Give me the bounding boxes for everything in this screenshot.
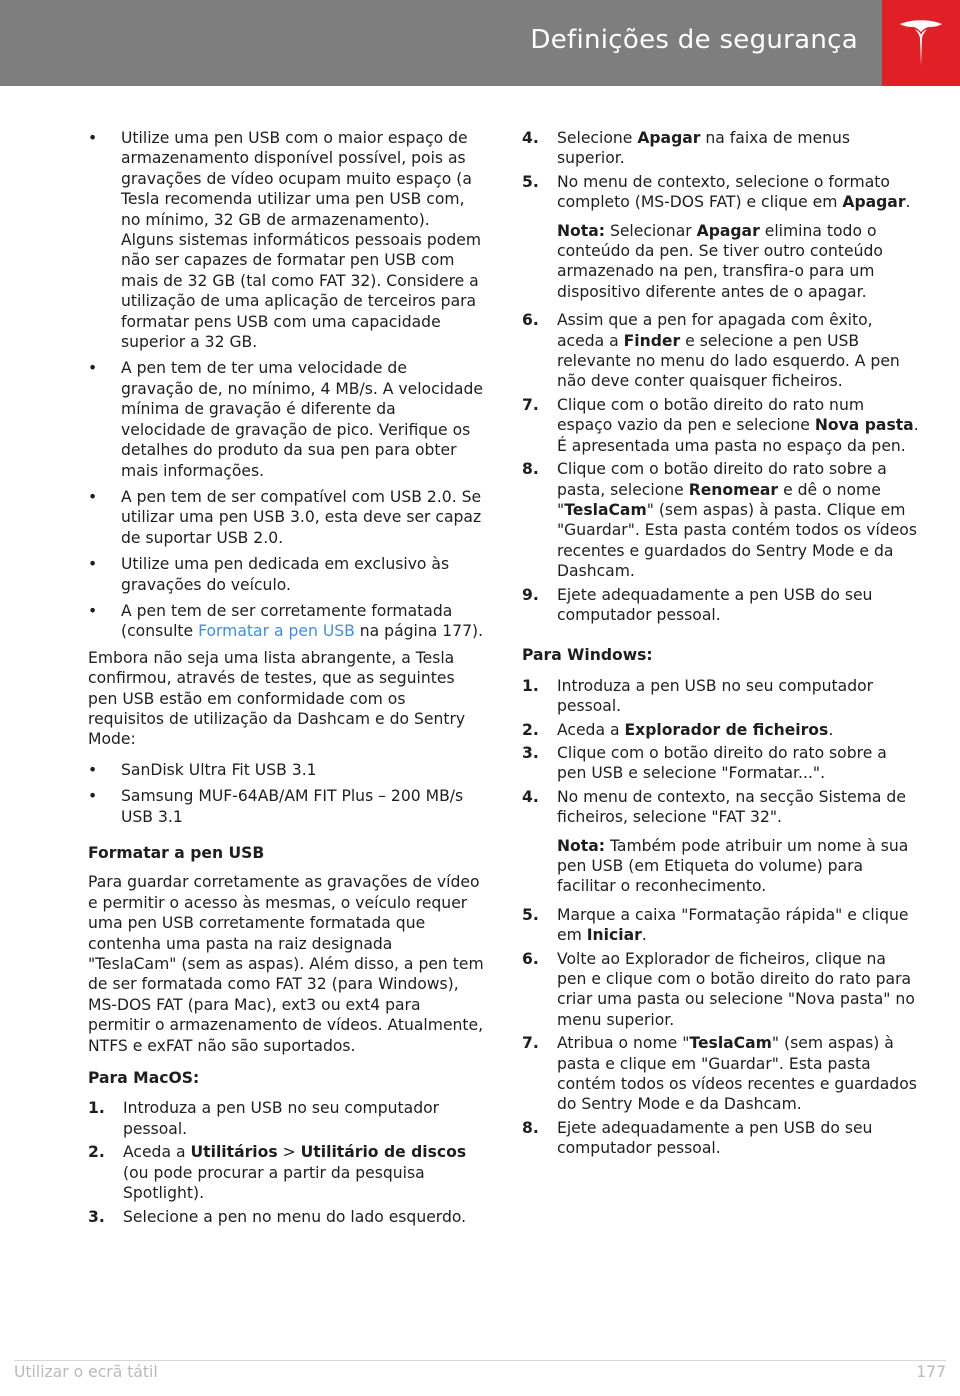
step-item: 3. Selecione a pen no menu do lado esquerdo. [88,1207,467,1226]
step-item: 8. Ejete adequadamente a pen USB do seu computador pessoal. [522,1118,873,1158]
step-item: 6. Assim que a pen for apagada com êxito, aceda a Finder e selecione a pen USB relevante no menu do lado esquerdo. A pen não deve conter quaisquer ficheiros. [522,311,900,391]
step-item: 7. Atribua o nome "TeslaCam" (sem aspas) à pasta e clique em "Guardar". Esta pasta contém todos os vídeos recentes e guardados do Sentry Mode e da Dashcam. [522,1034,917,1114]
list-item: • Utilize uma pen USB com o maior espaço de armazenamento disponível possível, pois as gravações de vídeo ocupam muito espaço (a Tesla recomenda utilizar uma pen USB com, no mínimo, 32 GB de armazenamento). Alguns sistemas informáticos pessoais podem não ser capazes de formatar pen USB com mais de 32 GB (tal como FAT 32). Considere a utilização de uma aplicação de terceiros para formatar pens USB com uma capacidade superior a 32 GB. [88,128,484,352]
macos-note: Nota: Selecionar Apagar elimina todo o conteúdo da pen. Se tiver outro conteúdo armazenado na pen, transfira-o para um dispositivo diferente antes de o apagar. [557,221,883,301]
compatible-drives-list [88,760,484,827]
brand-logo-box [882,0,960,86]
windows-steps [522,676,920,828]
step-item: 9. Ejete adequadamente a pen USB do seu computador pessoal. [522,585,873,624]
step-item: 3. Clique com o botão direito do rato sobre a pen USB e selecione "Formatar...". [522,743,887,783]
step-item: 6. Volte ao Explorador de ficheiros, clique na pen e clique com o botão direito do rato para criar uma pasta ou selecione "Nova pasta" no menu superior. [522,949,915,1029]
macos-steps-continued [522,128,920,213]
macos-steps [88,1098,484,1226]
page-header [0,0,960,86]
page-number: 177 [916,1363,946,1381]
list-item: • Utilize uma pen dedicada em exclusivo às gravações do veículo. [88,554,484,595]
macos-heading: Para MacOS: [88,1069,200,1088]
footer-divider [14,1360,946,1361]
format-usb-heading: Formatar a pen USB [88,844,265,862]
step-item: 2. Aceda a Explorador de ficheiros. [522,720,834,739]
windows-note: Nota: Também pode atribuir um nome à sua pen USB (em Etiqueta do volume) para facilitar o reconhecimento. [557,836,909,896]
step-item: 2. Aceda a Utilitários > Utilitário de discos (ou pode procurar a partir da pesquisa Spotlight). [88,1143,467,1203]
compatible-drives-intro: Embora não seja uma lista abrangente, a Tesla confirmou, através de testes, que as seguintes pen USB estão em conformidade com os requisitos de utilização da Dashcam e do Sentry Mode: [88,648,466,749]
step-item: 5. Marque a caixa "Formatação rápida" e clique em Iniciar. [522,905,909,945]
format-usb-link[interactable]: Formatar a pen USB [198,622,355,641]
step-item: 4. No menu de contexto, na secção Sistema de ficheiros, selecione "FAT 32". [522,787,906,827]
left-column [88,128,484,1230]
step-item: 7. Clique com o botão direito do rato num espaço vazio da pen e selecione Nova pasta. É apresentada uma pasta no espaço da pen. [522,395,919,455]
list-item: • SanDisk Ultra Fit USB 3.1 [88,760,484,780]
list-item: • A pen tem de ser corretamente formatada (consulte Formatar a pen USB na página 177). [88,601,484,642]
footer-section-title: Utilizar o ecrã tátil [14,1363,158,1381]
tesla-logo-icon [898,18,944,68]
list-item: • A pen tem de ter uma velocidade de gravação de, no mínimo, 4 MB/s. A velocidade mínima de gravação é diferente da velocidade de gravação de pico. Verifique os detalhes do produto da sua pen para obter mais informações. [88,358,484,480]
windows-steps-continued [522,905,920,1159]
step-item: 5. No menu de contexto, selecione o formato completo (MS-DOS FAT) e clique em Apagar. [522,172,911,212]
macos-steps-final [522,310,920,625]
requirements-list [88,128,484,642]
list-item: • A pen tem de ser compatível com USB 2.0. Se utilizar uma pen USB 3.0, esta deve ser capaz de suportar USB 2.0. [88,487,484,548]
step-item: 1. Introduza a pen USB no seu computador pessoal. [88,1099,440,1138]
step-item: 8. Clique com o botão direito do rato sobre a pasta, selecione Renomear e dê o nome "TeslaCam" (sem aspas) à pasta. Clique em "Guardar". Esta pasta contém todos os vídeos recentes e guardados do Sentry Mode e da Dashcam. [522,460,917,581]
step-item: 1. Introduza a pen USB no seu computador pessoal. [522,676,874,716]
windows-heading: Para Windows: [522,646,653,665]
right-column [522,128,920,1162]
step-item: 4. Selecione Apagar na faixa de menus superior. [522,129,851,168]
page-title: Definições de segurança [530,25,858,55]
format-usb-paragraph: Para guardar corretamente as gravações de vídeo e permitir o acesso às mesmas, o veículo requer uma pen USB corretamente formatada que contenha uma pasta na raiz designada "TeslaCam" (sem as aspas). Além disso, a pen tem de ser formatada como FAT 32 (para Windows), MS-DOS FAT (para Mac), ext3 ou ext4 para permitir o armazenamento de vídeos. Atualmente, NTFS e exFAT não são suportados. [88,873,484,1055]
list-item: • Samsung MUF-64AB/AM FIT Plus – 200 MB/s USB 3.1 [88,786,484,827]
